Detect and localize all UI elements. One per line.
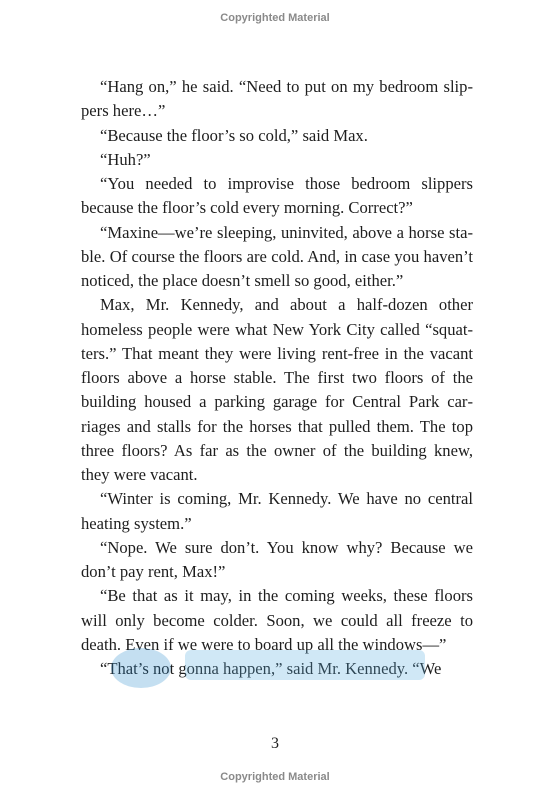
- paragraph: “Nope. We sure don’t. You know why? Because we don’t pay rent, Max!”: [81, 537, 473, 581]
- paragraph: “Be that as it may, in the coming weeks, these floors will only become colder. Soon, we could all freeze to death. Even if we were to board up all the windows—”: [81, 586, 473, 654]
- page-body: [81, 75, 473, 681]
- paragraph: “That’s not gonna happen,” said Mr. Kennedy. “We: [100, 659, 442, 678]
- copyright-footer: Copyrighted Material: [220, 771, 330, 783]
- paragraph: Max, Mr. Kennedy, and about a half-dozen other homeless people were what New York City called “squatters.” That meant they were living rent-free in the vacant floors above a horse stable. The first two floors of the building housed a parking garage for Central Park carriages and stalls for the horses that pulled them. The top three floors? As far as the owner of the building knew, they were vacant.: [81, 295, 473, 484]
- page-number: 3: [271, 735, 279, 752]
- copyright-header: Copyrighted Material: [220, 12, 330, 24]
- paragraph: “Huh?”: [100, 149, 151, 169]
- paragraph: “You needed to improvise those bedroom slippers because the floor’s cold every morning. Correct?”: [81, 174, 473, 218]
- paragraph: “Because the floor’s so cold,” said Max.: [100, 125, 368, 145]
- paragraph: “Hang on,” he said. “Need to put on my bedroom slippers here…”: [81, 77, 473, 121]
- paragraph: “Maxine—we’re sleeping, uninvited, above a horse stable. Of course the floors are cold. And, in case you haven’t noticed, the place doesn’t smell so good, either.”: [81, 222, 473, 290]
- paragraph: “Winter is coming, Mr. Kennedy. We have no central heating system.”: [81, 489, 473, 533]
